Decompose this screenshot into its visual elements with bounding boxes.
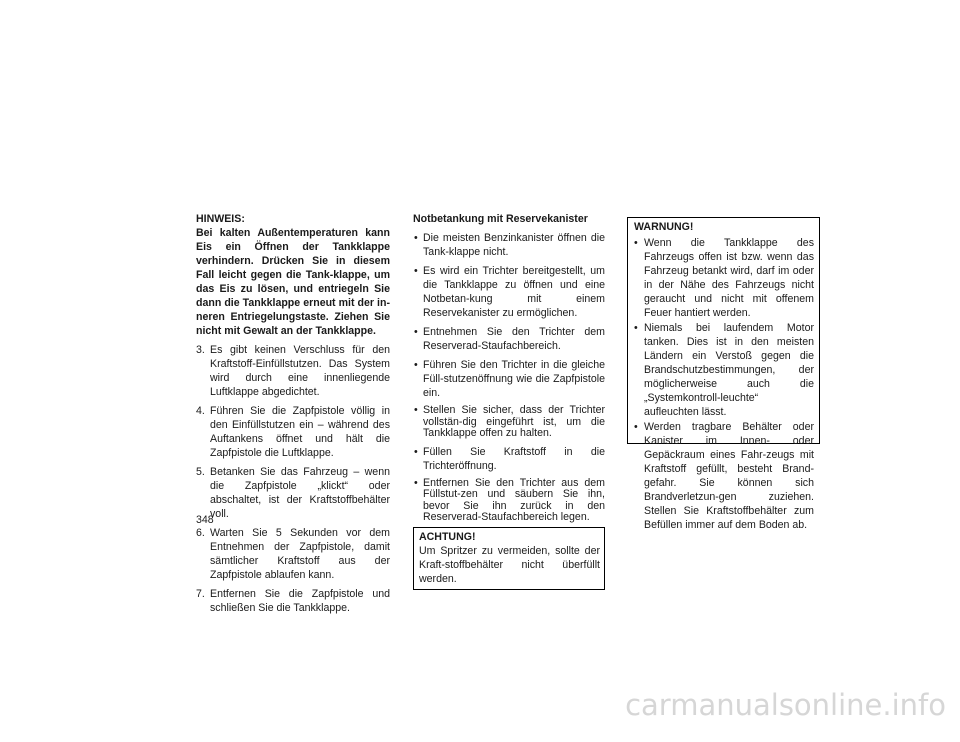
note-heading: HINWEIS:	[196, 213, 245, 225]
bullet-text: Stellen Sie sicher, dass der Trichter vollstän-dig eingeführt ist, um die Tankklappe offen zu halten.	[423, 404, 605, 439]
bullet-text: Füllen Sie Kraftstoff in die Trichteröffnung.	[423, 445, 605, 472]
bullet-icon: •	[414, 232, 418, 244]
bullet-text: Entnehmen Sie den Trichter dem Reserverad-Staufachbereich.	[423, 326, 605, 352]
bullet-icon: •	[414, 265, 418, 277]
bullet-item	[413, 231, 605, 259]
bullet-item	[413, 264, 605, 320]
bullet-icon: •	[634, 421, 638, 433]
warning-text: Wenn die Tankklappe des Fahrzeugs offen ist bzw. wenn das Fahrzeug betankt wird, darf im oder in der Nähe des Fahrzeugs nicht geraucht und nicht mit offenem Feuer hantiert werden.	[644, 237, 814, 319]
bullet-icon: •	[634, 322, 638, 334]
warning-box	[627, 217, 820, 531]
middle-column	[413, 212, 605, 590]
bullet-text: Entfernen Sie den Trichter aus dem Füllstut-zen und säubern Sie ihn, bevor Sie ihn zurück in den Reserverad-Staufachbereich legen.	[423, 476, 605, 523]
caution-title: ACHTUNG!	[419, 530, 476, 543]
warning-item	[634, 420, 814, 532]
step-item	[196, 587, 390, 615]
caution-text: Um Spritzer zu vermeiden, sollte der Kraft-stoffbehälter nicht überfüllt werden.	[419, 544, 600, 585]
step-text: Entfernen Sie die Zapfpistole und schließen Sie die Tankklappe.	[210, 588, 390, 614]
step-text: Es gibt keinen Verschluss für den Kraftstoff-Einfüllstutzen. Das System wird durch eine innenliegende Luftklappe abgedichtet.	[210, 344, 390, 398]
bullet-icon: •	[414, 404, 418, 416]
bullet-item	[413, 445, 605, 473]
page-number: 348	[196, 514, 214, 526]
warning-item	[634, 321, 814, 419]
bullet-text: Es wird ein Trichter bereitgestellt, um die Tankklappe zu öffnen und eine Notbetan-kung mit einem Reservekanister zu ermöglichen.	[423, 265, 605, 319]
caution-box	[413, 527, 605, 590]
bullet-item	[413, 358, 605, 400]
bullet-icon: •	[414, 359, 418, 371]
left-column	[196, 212, 390, 615]
warning-text: Werden tragbare Behälter oder Kanister im Innen- oder Gepäckraum eines Fahr-zeugs mit Kraftstoff gefüllt, besteht Brand-gefahr. Sie können sich Brandverletzun-gen zuziehen. Stellen Sie Kraftstoffbehälter zum Befüllen immer auf dem Boden ab.	[644, 421, 814, 531]
step-text: Betanken Sie das Fahrzeug – wenn die Zapfpistole „klickt“ oder abschaltet, ist der Kraftstoffbehälter voll.	[210, 466, 390, 520]
bullet-text: Die meisten Benzinkanister öffnen die Tank-klappe nicht.	[423, 232, 605, 258]
section-title: Notbetankung mit Reservekanister	[413, 213, 588, 225]
step-text: Warten Sie 5 Sekunden vor dem Entnehmen der Zapfpistole, damit sämtlicher Kraftstoff aus der Zapfpistole ablaufen kann.	[210, 527, 390, 581]
bullet-item	[413, 478, 605, 524]
note-body: Bei kalten Außentemperaturen kann Eis ein Öffnen der Tankklappe verhindern. Drücken Sie in diesem Fall leicht gegen die Tank-klappe, um das Eis zu lösen, und entriegeln Sie dann die Tankklappe erneut mit der in-neren Entriegelungstaste. Ziehen Sie nicht mit Gewalt an der Tankklappe.	[196, 227, 390, 337]
step-number: 5.	[196, 466, 205, 478]
bullet-item	[413, 325, 605, 353]
bullet-icon: •	[414, 326, 418, 338]
step-item	[196, 526, 390, 582]
warning-text: Niemals bei laufendem Motor tanken. Dies ist in den meisten Ländern ein Verstoß gegen die Brandschutzbestimmungen, der möglicherweise auch die „Systemkontroll-leuchte“ aufleuchten lässt.	[644, 322, 814, 418]
warning-title: WARNUNG!	[634, 221, 694, 233]
step-number: 7.	[196, 588, 205, 600]
warning-item	[634, 236, 814, 320]
bullet-text: Führen Sie den Trichter in die gleiche Füll-stutzenöffnung wie die Zapfpistole ein.	[423, 359, 605, 399]
step-item	[196, 343, 390, 399]
step-number: 4.	[196, 405, 205, 417]
watermark: carmanualsonline.info	[625, 688, 946, 722]
bullet-item	[413, 405, 605, 440]
step-item	[196, 404, 390, 460]
step-text: Führen Sie die Zapfpistole völlig in den Einfüllstutzen ein – während des Auftankens öffnet und hält die Zapfpistole die Luftklappe.	[210, 405, 390, 459]
step-number: 6.	[196, 527, 205, 539]
step-item	[196, 465, 390, 521]
bullet-icon: •	[414, 445, 418, 458]
step-number: 3.	[196, 344, 205, 356]
bullet-icon: •	[634, 237, 638, 249]
bullet-icon: •	[414, 476, 418, 489]
